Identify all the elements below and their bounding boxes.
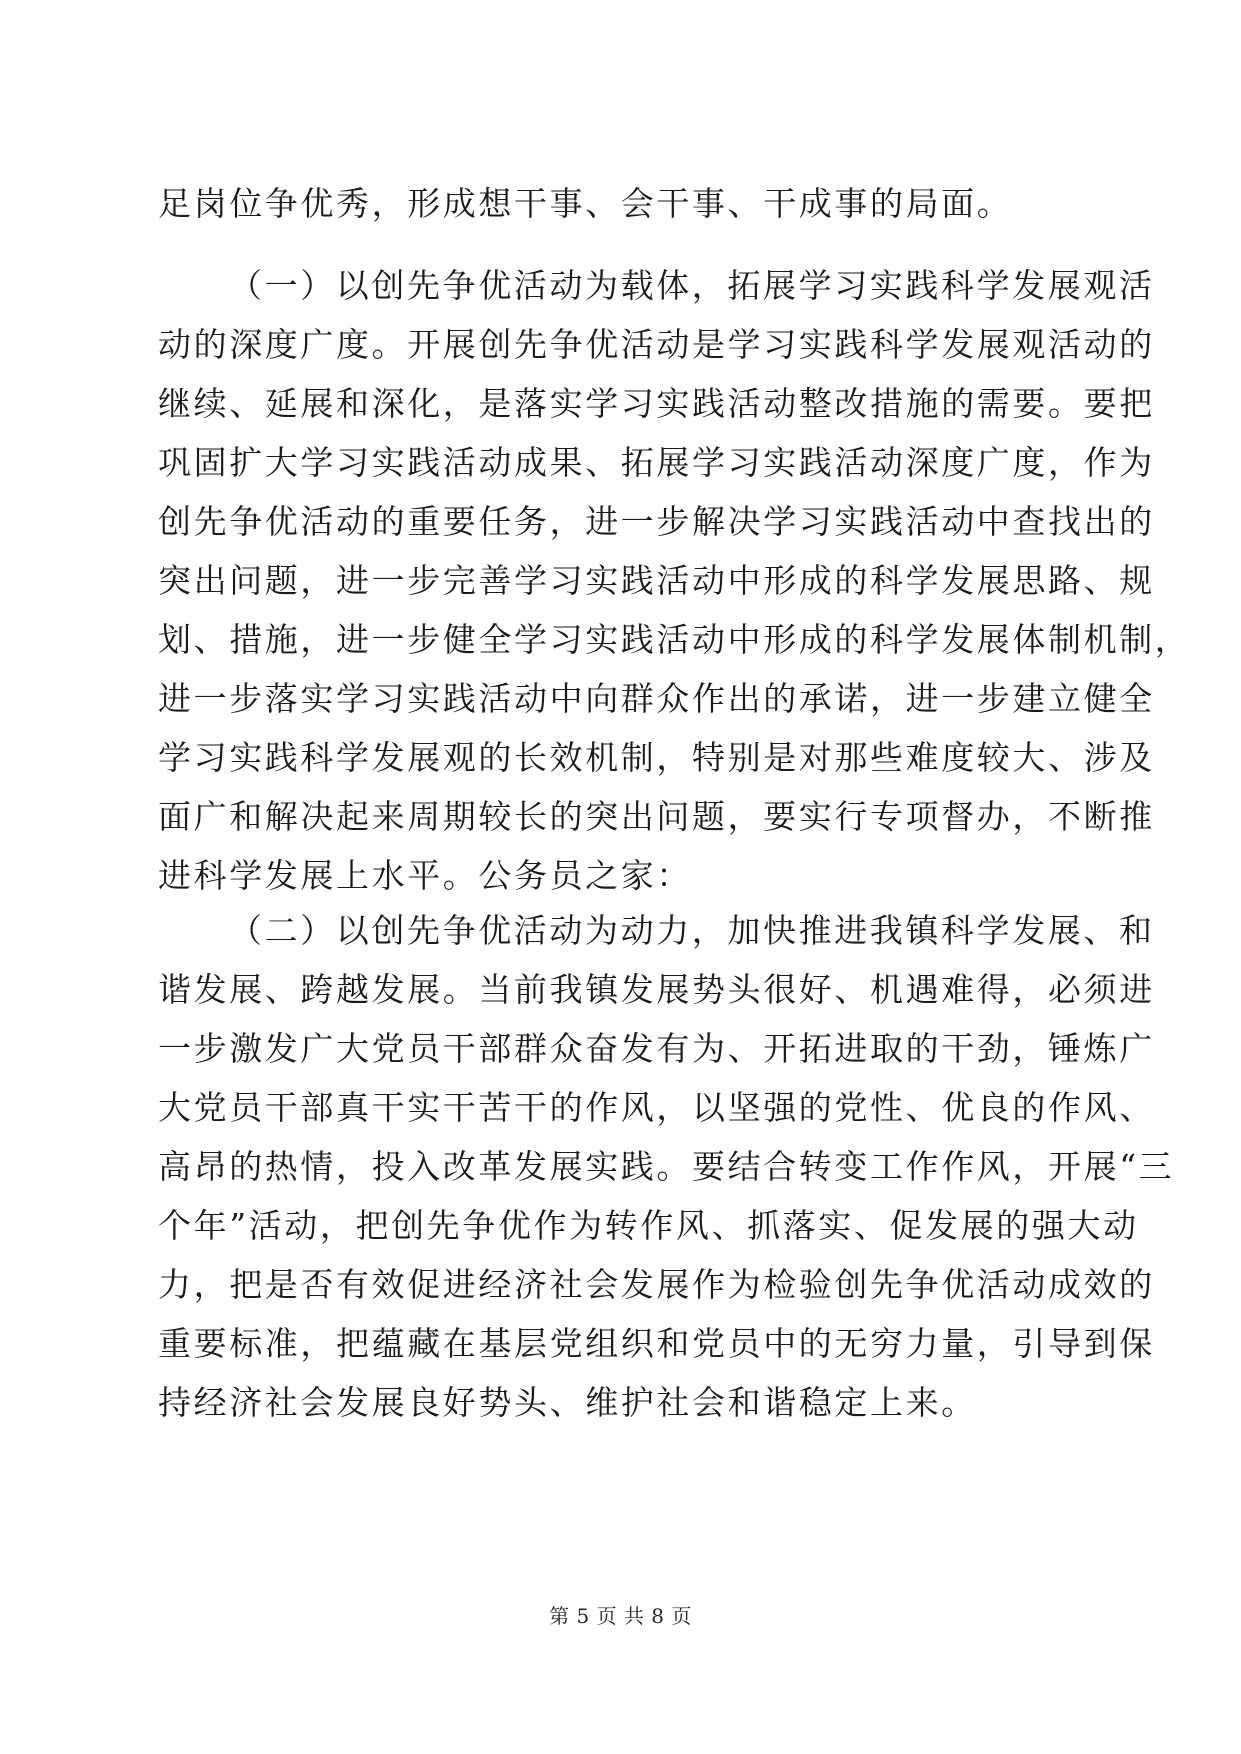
text-line: 重要标准，把蕴藏在基层党组织和党员中的无穷力量，引导到保 [158, 1324, 1155, 1363]
text-line: 巩固扩大学习实践活动成果、拓展学习实践活动深度广度，作为 [158, 443, 1155, 482]
text-line: 突出问题，进一步完善学习实践活动中形成的科学发展思路、规 [158, 561, 1155, 600]
text-line: 学习实践科学发展观的长效机制，特别是对那些难度较大、涉及 [158, 738, 1155, 777]
text-line: 大党员干部真干实干苦干的作风，以坚强的党性、优良的作风、 [158, 1088, 1155, 1127]
text-line: 进科学发展上水平。公务员之家： [158, 856, 692, 895]
text-line: 持经济社会发展良好势头、维护社会和谐稳定上来。 [158, 1383, 977, 1422]
text-line: 一步激发广大党员干部群众奋发有为、开拓进取的干劲，锤炼广 [158, 1029, 1155, 1068]
text-line: 个年”活动，把创先争优作为转作风、抓落实、促发展的强大动 [158, 1206, 1139, 1245]
text-line: 面广和解决起来周期较长的突出问题，要实行专项督办，不断推 [158, 797, 1155, 836]
text-line: 进一步落实学习实践活动中向群众作出的承诺，进一步建立健全 [158, 679, 1155, 718]
text-line: 动的深度广度。开展创先争优活动是学习实践科学发展观活动的 [158, 325, 1155, 364]
text-line: 力，把是否有效促进经济社会发展作为检验创先争优活动成效的 [158, 1265, 1155, 1304]
text-line: 创先争优活动的重要任务，进一步解决学习实践活动中查找出的 [158, 502, 1155, 541]
paragraph-heading-1: （一）以创先争优活动为载体，拓展学习实践科学发展观活 [229, 266, 1155, 305]
text-line: 足岗位争优秀，形成想干事、会干事、干成事的局面。 [158, 184, 1013, 223]
text-line: 划、措施，进一步健全学习实践活动中形成的科学发展体制机制， [158, 620, 1191, 659]
page-number-footer: 第 5 页 共 8 页 [549, 1604, 692, 1628]
text-line: 继续、延展和深化，是落实学习实践活动整改措施的需要。要把 [158, 384, 1155, 423]
paragraph-heading-2: （二）以创先争优活动为动力，加快推进我镇科学发展、和 [229, 911, 1155, 950]
text-line: 谐发展、跨越发展。当前我镇发展势头很好、机遇难得，必须进 [158, 970, 1155, 1009]
text-line: 高昂的热情，投入改革发展实践。要结合转变工作作风，开展“三 [158, 1147, 1175, 1186]
